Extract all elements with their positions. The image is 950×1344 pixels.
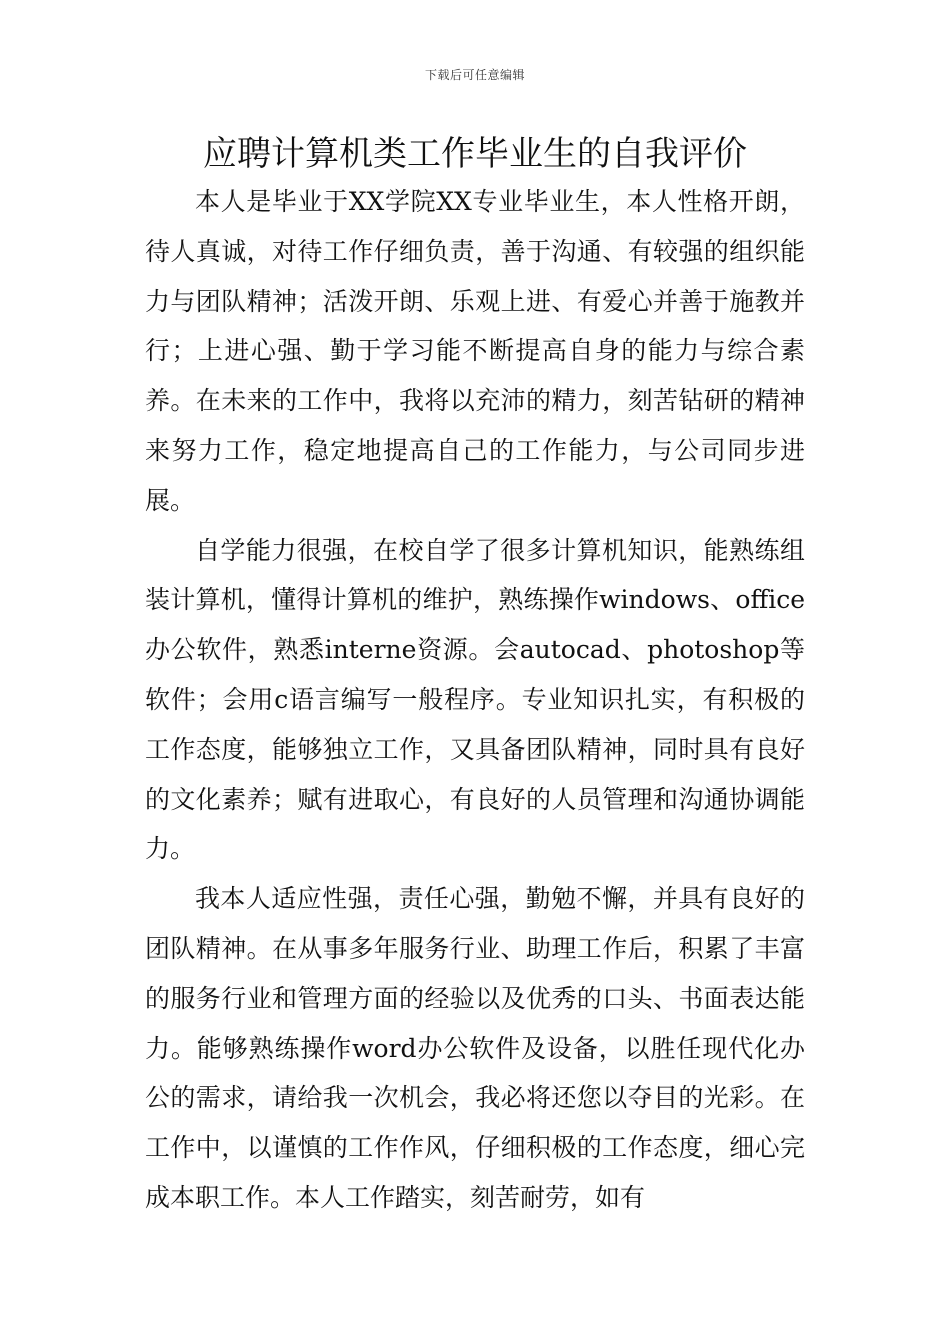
paragraph: 我本人适应性强，责任心强，勤勉不懈，并具有良好的团队精神。在从事多年服务行业、助理工作后，积累了丰富的服务行业和管理方面的经验以及优秀的口头、书面表达能力。能够熟练操作word办公软件及设备，以胜任现代化办公的需求，请给我一次机会，我必将还您以夺目的光彩。在工作中，以谨慎的工作作风，仔细积极的工作态度，细心完成本职工作。本人工作踏实，刻苦耐劳，如有 <box>145 884 805 1212</box>
document-body <box>145 177 805 1223</box>
document-title: 应聘计算机类工作毕业生的自我评价 <box>203 134 747 174</box>
paragraph: 自学能力很强，在校自学了很多计算机知识，能熟练组装计算机，懂得计算机的维护，熟练操作windows、office办公软件，熟悉interne资源。会autocad、photoshop等软件；会用c语言编写一般程序。专业知识扎实，有积极的工作态度，能够独立工作，又具备团队精神，同时具有良好的文化素养；赋有进取心，有良好的人员管理和沟通协调能力。 <box>145 535 805 864</box>
header-note: 下载后可任意编辑 <box>424 68 525 82</box>
paragraph: 本人是毕业于XX学院XX专业毕业生，本人性格开朗，待人真诚，对待工作仔细负责，善于沟通、有较强的组织能力与团队精神；活泼开朗、乐观上进、有爱心并善于施教并行；上进心强、勤于学习能不断提高自身的能力与综合素养。在未来的工作中，我将以充沛的精力，刻苦钻研的精神来努力工作，稳定地提高自己的工作能力，与公司同步进展。 <box>145 187 805 515</box>
